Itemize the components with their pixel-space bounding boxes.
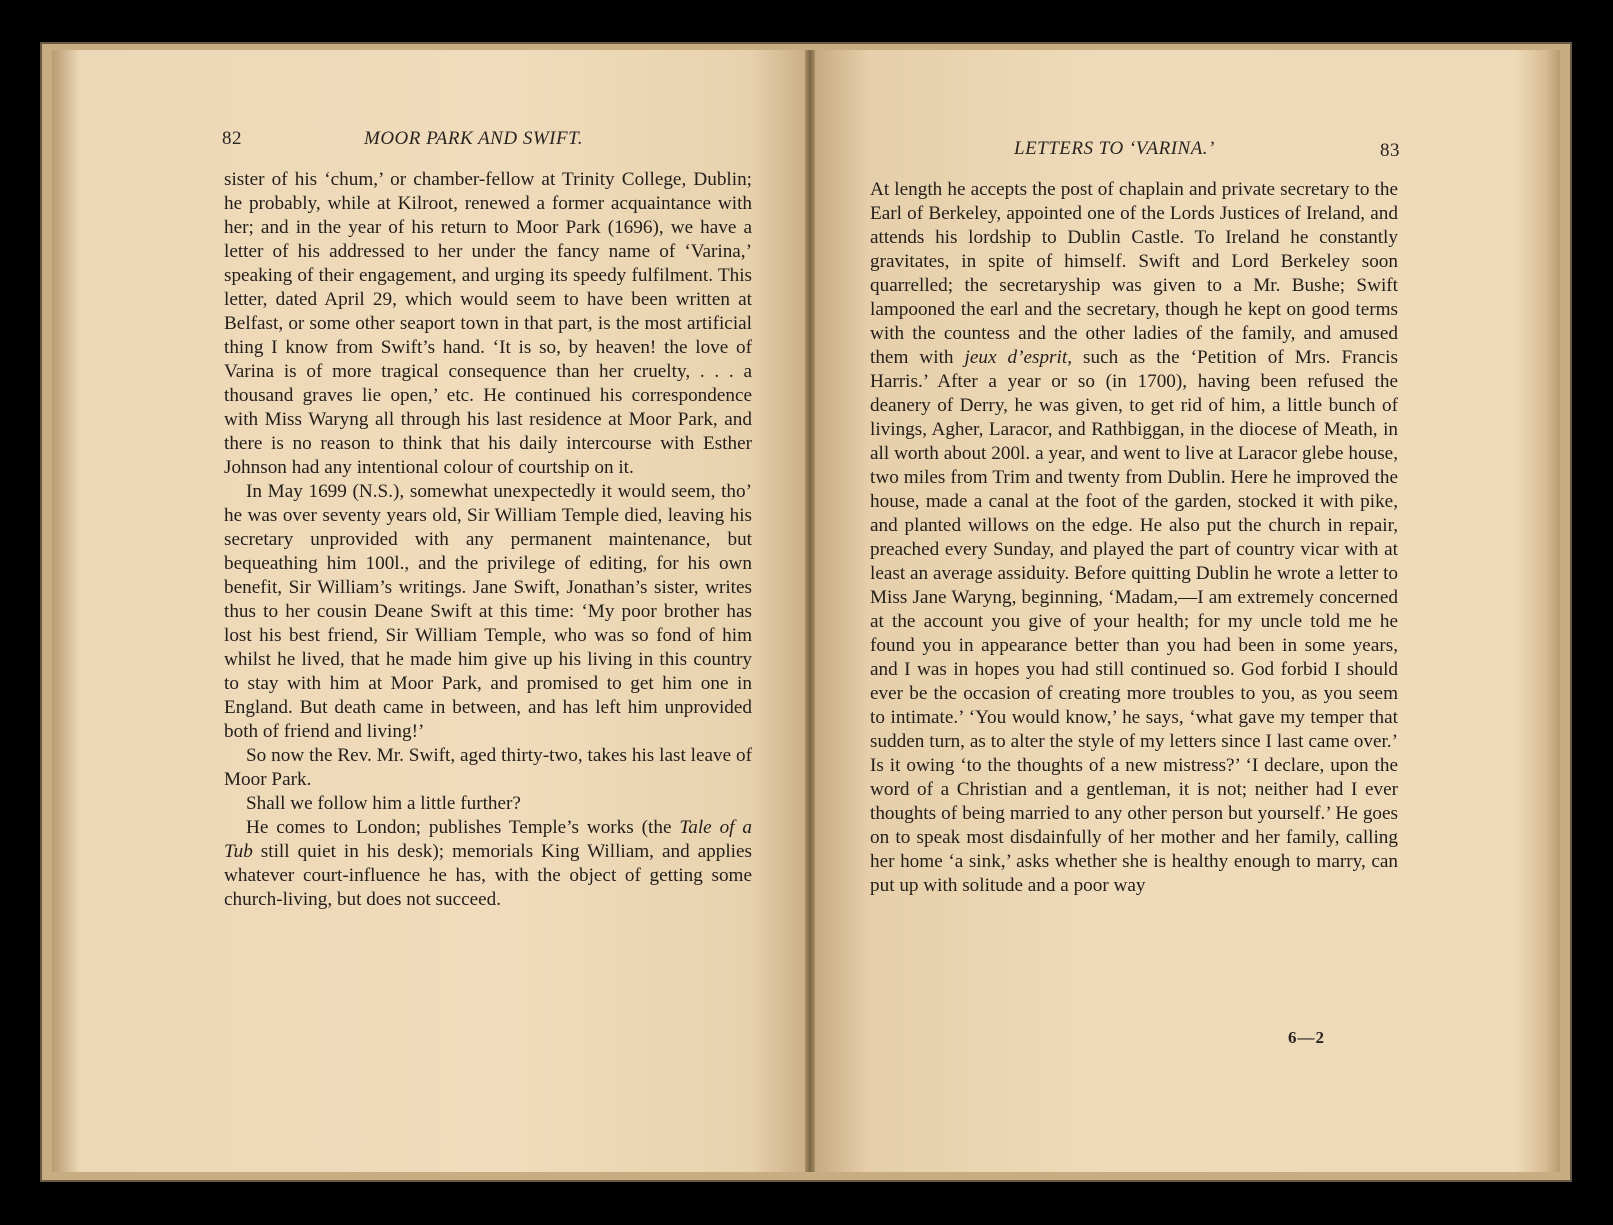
signature-mark: 6—2 xyxy=(1288,1028,1325,1047)
text-run: still quiet in his desk); memorials King William, and applies whatever court-influence he has, with the object of getting some church-living, but does not succeed. xyxy=(224,841,752,910)
left-paragraph-2: In May 1699 (N.S.), somewhat unexpectedly it would seem, tho’ he was over seventy years old, Sir William Temple died, leaving his secretary unprovided with any permanent maintenance, but bequeathing him 100l., and the privilege of editing, for his own benefit, Sir William’s writings. Jane Swift, Jonathan’s sister, writes thus to her cousin Deane Swift at this time: ‘My poor brother has lost his best friend, Sir William Temple, who was so fond of him whilst he lived, that he made him give up his living in this country to stay with him at Moor Park, and promised to get him one in England. But death came in between, and has left him unprovided both of friend and living!’ xyxy=(224,481,752,742)
right-page-number: 83 xyxy=(1380,140,1400,161)
left-running-head xyxy=(222,128,742,154)
text-run: He comes to London; publishes Temple’s works (the xyxy=(246,817,680,838)
left-paragraph-4: Shall we follow him a little further? xyxy=(246,793,521,814)
right-running-head xyxy=(872,138,1400,164)
left-page-number: 82 xyxy=(222,128,242,149)
text-run: , such as the ‘Petition of Mrs. Francis Harris.’ After a year or so (in 1700), having been refused the deanery of Derry, he was given, to get rid of him, a little bunch of livings, Agher, Laracor, and Rathbiggan, in the diocese of Meath, in all worth about 200l. a year, and went to live at Laracor glebe house, two miles from Trim and twenty from Dublin. Here he improved the house, made a canal at the foot of the garden, stocked it with pike, and planted willows on the edge. He also put the church in repair, preached every Sunday, and played the part of country vicar with at least an average assiduity. Before quitting Dublin he wrote a letter to Miss Jane Waryng, beginning, ‘Madam,—I am extremely concerned at the account you give of your health; for my uncle told me he found you in appearance better than you had been in some years, and I was in hopes you had still continued so. God forbid I should ever be the occasion of creating more troubles to you, as you seem to intimate.’ ‘You would know,’ he says, ‘what gave my temper that sudden turn, as to alter the style of my letters since I last came over.’ Is it owing ‘to the thoughts of a new mistress?’ ‘I declare, upon the word of a Christian and a gentleman, it is not; neither had I ever thoughts of being married to any other person but yourself.’ He goes on to speak most disdainfully of her mother and her family, calling her home ‘a sink,’ asks whether she is healthy enough to marry, can put up with solitude and a poor way xyxy=(870,347,1398,896)
italic-phrase: jeux d’esprit xyxy=(964,347,1068,368)
left-page-text xyxy=(224,168,752,912)
left-paragraph-3: So now the Rev. Mr. Swift, aged thirty-two, takes his last leave of Moor Park. xyxy=(224,745,752,790)
left-running-title: MOOR PARK AND SWIFT. xyxy=(364,128,583,149)
right-paragraph-1 xyxy=(870,178,1398,898)
left-paragraph-1: sister of his ‘chum,’ or chamber-fellow at Trinity College, Dublin; he probably, while at Kilroot, renewed a former acquaintance with her; and in the year of his return to Moor Park (1696), we have a letter of his addressed to her under the fancy name of ‘Varina,’ speaking of their engagement, and urging its speedy fulfilment. This letter, dated April 29, which would seem to have been written at Belfast, or some other seaport town in that part, is the most artificial thing I know from Swift’s hand. ‘It is so, by heaven! the love of Varina is of more tragical consequence than her cruelty, . . . a thousand graves lie open,’ etc. He continued his correspondence with Miss Waryng all through his last residence at Moor Park, and there is no reason to think that his daily intercourse with Esther Johnson had any intentional colour of courtship on it. xyxy=(224,169,752,478)
right-page-text xyxy=(870,178,1398,898)
italic-title: Tale of a Tub xyxy=(224,817,752,862)
right-running-title: LETTERS TO ‘VARINA.’ xyxy=(1014,138,1215,159)
text-run: At length he accepts the post of chaplain and private secretary to the Earl of Berkeley, appointed one of the Lords Justices of Ireland, and attends his lordship to Dublin Castle. To Ireland he constantly gravitates, in spite of himself. Swift and Lord Berkeley soon quarrelled; the secretaryship was given to a Mr. Bushe; Swift lampooned the earl and the secretary, though he kept on good terms with the countess and the other ladies of the family, and amused them with xyxy=(870,179,1398,368)
book-gutter xyxy=(805,50,815,1172)
left-paragraph-5 xyxy=(224,816,752,912)
